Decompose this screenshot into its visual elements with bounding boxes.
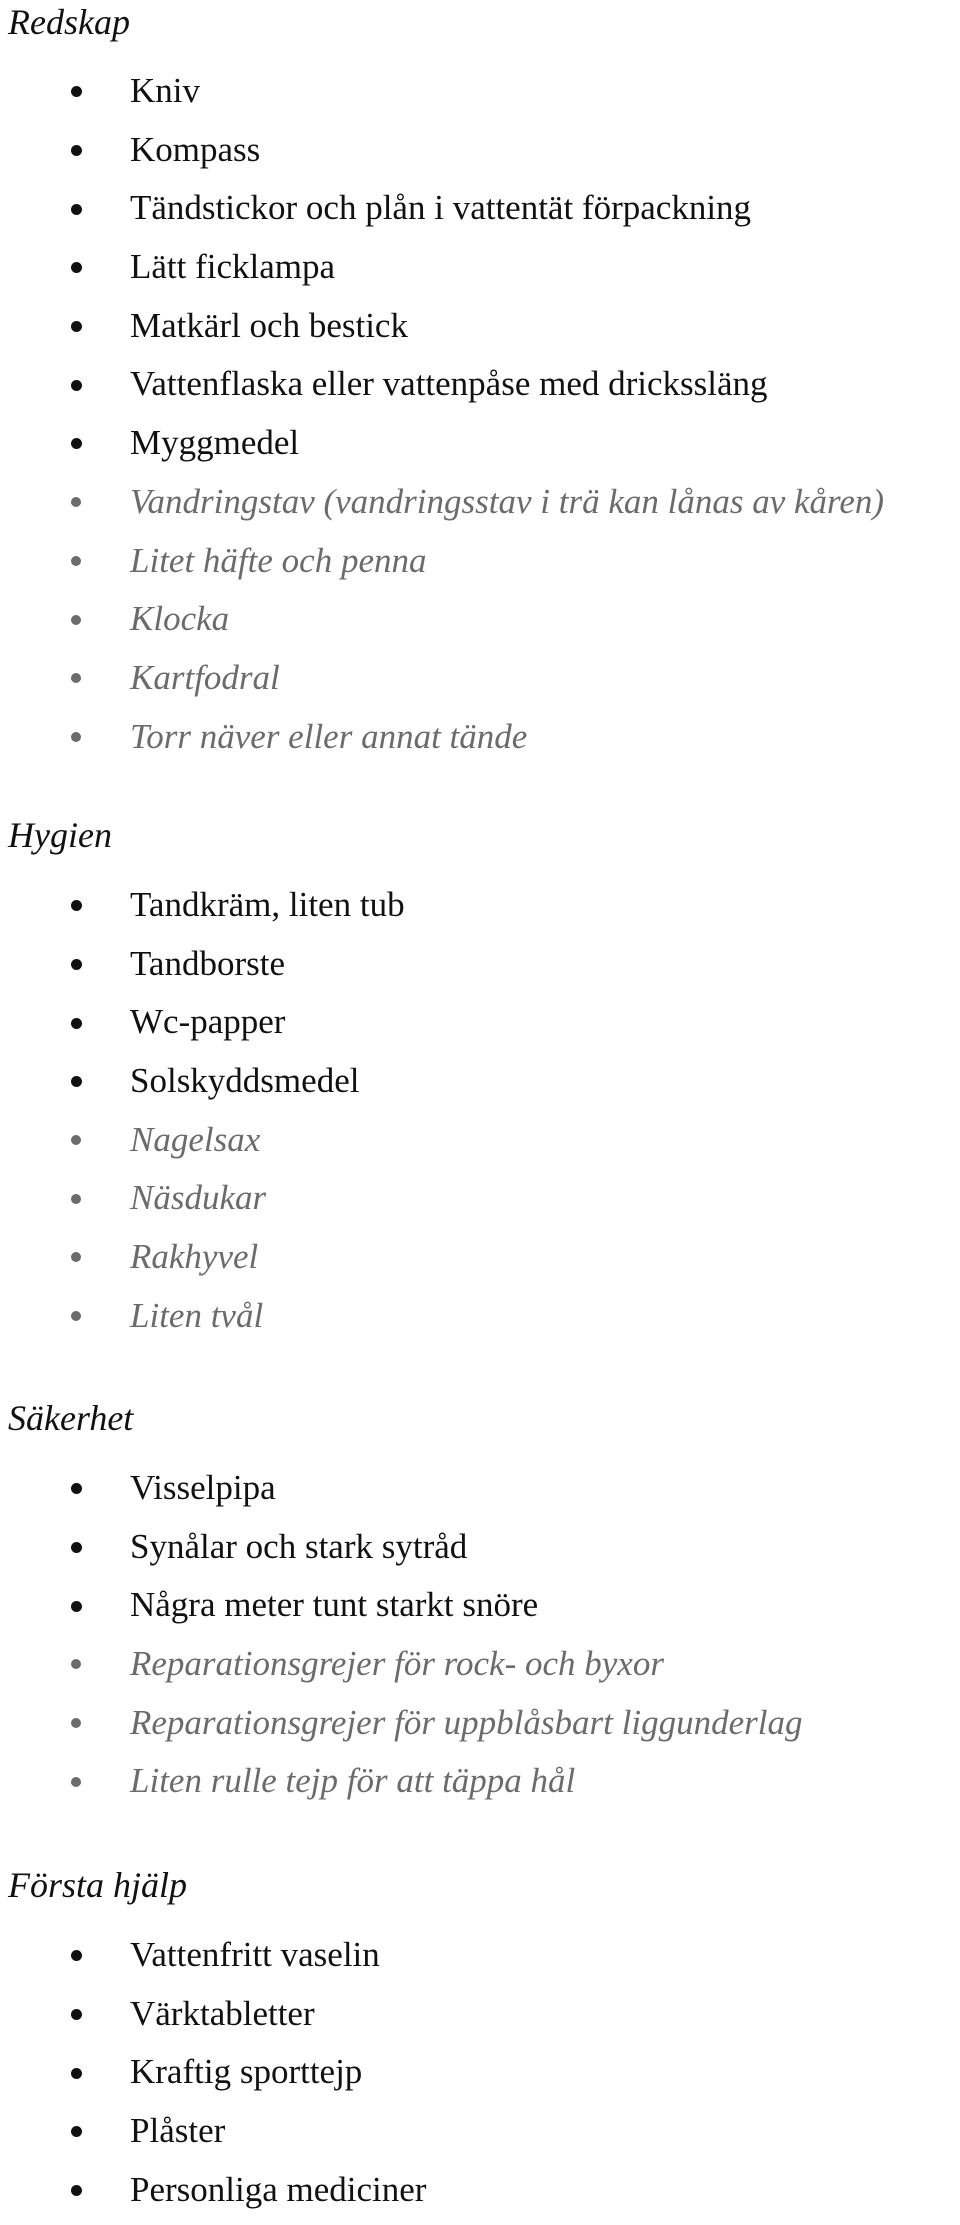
list-item xyxy=(0,1518,960,1577)
bullet-icon xyxy=(71,556,81,566)
item-label: Nagelsax xyxy=(130,1119,261,1159)
bullet-icon xyxy=(71,1659,81,1669)
list-item-optional xyxy=(0,1287,960,1346)
bullet-icon xyxy=(71,2126,82,2137)
list-item xyxy=(0,121,960,180)
list-item-optional xyxy=(0,473,960,532)
item-label: Synålar och stark sytråd xyxy=(130,1526,468,1566)
section-heading-redskap: Redskap xyxy=(8,2,130,42)
list-item xyxy=(0,2043,960,2102)
item-label: Kompass xyxy=(130,129,261,169)
list-item xyxy=(0,62,960,121)
list-item xyxy=(0,1926,960,1985)
list-item xyxy=(0,297,960,356)
list-item-optional xyxy=(0,590,960,649)
bullet-icon xyxy=(71,1018,82,1029)
item-label: Kartfodral xyxy=(130,657,280,697)
bullet-icon xyxy=(71,1950,82,1961)
item-label: Näsdukar xyxy=(130,1178,267,1218)
section-heading-sakerhet: Säkerhet xyxy=(8,1398,134,1438)
list-item xyxy=(0,238,960,297)
list-item xyxy=(0,414,960,473)
list-item xyxy=(0,935,960,994)
item-label: Vandringstav (vandringsstav i trä kan lånas av kåren) xyxy=(130,481,885,521)
list-item xyxy=(0,1576,960,1635)
bullet-icon xyxy=(71,2185,82,2196)
item-label: Visselpipa xyxy=(130,1468,276,1507)
list-item xyxy=(0,876,960,935)
list-item-optional xyxy=(0,1228,960,1287)
bullet-icon xyxy=(71,145,82,156)
bullet-icon xyxy=(71,732,81,742)
item-label: Litet häfte och penna xyxy=(130,540,427,580)
item-label: Liten rulle tejp för att täppa hål xyxy=(130,1761,576,1801)
bullet-icon xyxy=(71,262,82,273)
list-item-optional xyxy=(0,708,960,767)
list-item-optional xyxy=(0,649,960,708)
list-item-optional xyxy=(0,1635,960,1694)
bullet-icon xyxy=(71,1311,81,1321)
bullet-icon xyxy=(71,1076,82,1087)
bullet-icon xyxy=(71,1777,81,1787)
bullet-icon xyxy=(71,2009,82,2020)
item-label: Värktabletter xyxy=(130,1993,315,2033)
bullet-icon xyxy=(71,2068,82,2079)
bullet-icon xyxy=(71,1483,82,1494)
item-label: Tändstickor och plån i vattentät förpackning xyxy=(130,188,752,228)
item-label: Matkärl och bestick xyxy=(130,305,408,345)
bullet-icon xyxy=(71,204,82,215)
item-label: Plåster xyxy=(130,2111,226,2151)
list-item xyxy=(0,355,960,414)
item-label: Myggmedel xyxy=(130,423,300,463)
item-label: Reparationsgrejer för uppblåsbart liggunderlag xyxy=(130,1702,803,1742)
list-item-optional xyxy=(0,1111,960,1170)
list-hygien xyxy=(0,876,960,1346)
bullet-icon xyxy=(71,86,82,97)
bullet-icon xyxy=(71,673,81,683)
list-item-optional xyxy=(0,532,960,591)
list-item xyxy=(0,179,960,238)
bullet-icon xyxy=(71,1601,82,1612)
section-heading-forsta-hjalp: Första hjälp xyxy=(8,1865,188,1905)
list-item xyxy=(0,1985,960,2044)
bullet-icon xyxy=(71,380,82,391)
list-item-optional xyxy=(0,1752,960,1811)
item-label: Rakhyvel xyxy=(130,1237,259,1277)
bullet-icon xyxy=(71,959,82,970)
item-label: Kraftig sporttejp xyxy=(130,2052,363,2092)
item-label: Wc-papper xyxy=(130,1002,286,1042)
item-label: Kniv xyxy=(130,71,200,110)
list-item xyxy=(0,2161,960,2220)
bullet-icon xyxy=(71,615,81,625)
bullet-icon xyxy=(71,1542,82,1553)
list-item xyxy=(0,1052,960,1111)
list-item-optional xyxy=(0,1169,960,1228)
list-item xyxy=(0,2102,960,2161)
list-item xyxy=(0,1459,960,1518)
bullet-icon xyxy=(71,321,82,332)
list-item-optional xyxy=(0,1694,960,1753)
item-label: Solskyddsmedel xyxy=(130,1061,360,1101)
bullet-icon xyxy=(71,1718,81,1728)
bullet-icon xyxy=(71,900,82,911)
list-sakerhet xyxy=(0,1459,960,1811)
bullet-icon xyxy=(71,1194,81,1204)
item-label: Tandkräm, liten tub xyxy=(130,885,405,924)
item-label: Tandborste xyxy=(130,943,286,983)
bullet-icon xyxy=(71,438,82,449)
list-redskap xyxy=(0,62,960,766)
item-label: Vattenfritt vaselin xyxy=(130,1935,380,1974)
item-label: Liten tvål xyxy=(130,1295,264,1335)
item-label: Vattenflaska eller vattenpåse med drickssläng xyxy=(130,364,768,404)
item-label: Personliga mediciner xyxy=(130,2169,427,2209)
item-label: Några meter tunt starkt snöre xyxy=(130,1585,539,1625)
item-label: Klocka xyxy=(130,599,230,639)
item-label: Lätt ficklampa xyxy=(130,247,336,287)
item-label: Reparationsgrejer för rock- och byxor xyxy=(130,1644,664,1684)
list-forsta-hjalp xyxy=(0,1926,960,2219)
bullet-icon xyxy=(71,1252,81,1262)
bullet-icon xyxy=(71,497,81,507)
bullet-icon xyxy=(71,1135,81,1145)
item-label: Torr näver eller annat tände xyxy=(130,716,528,756)
section-heading-hygien: Hygien xyxy=(8,815,112,855)
list-item xyxy=(0,993,960,1052)
